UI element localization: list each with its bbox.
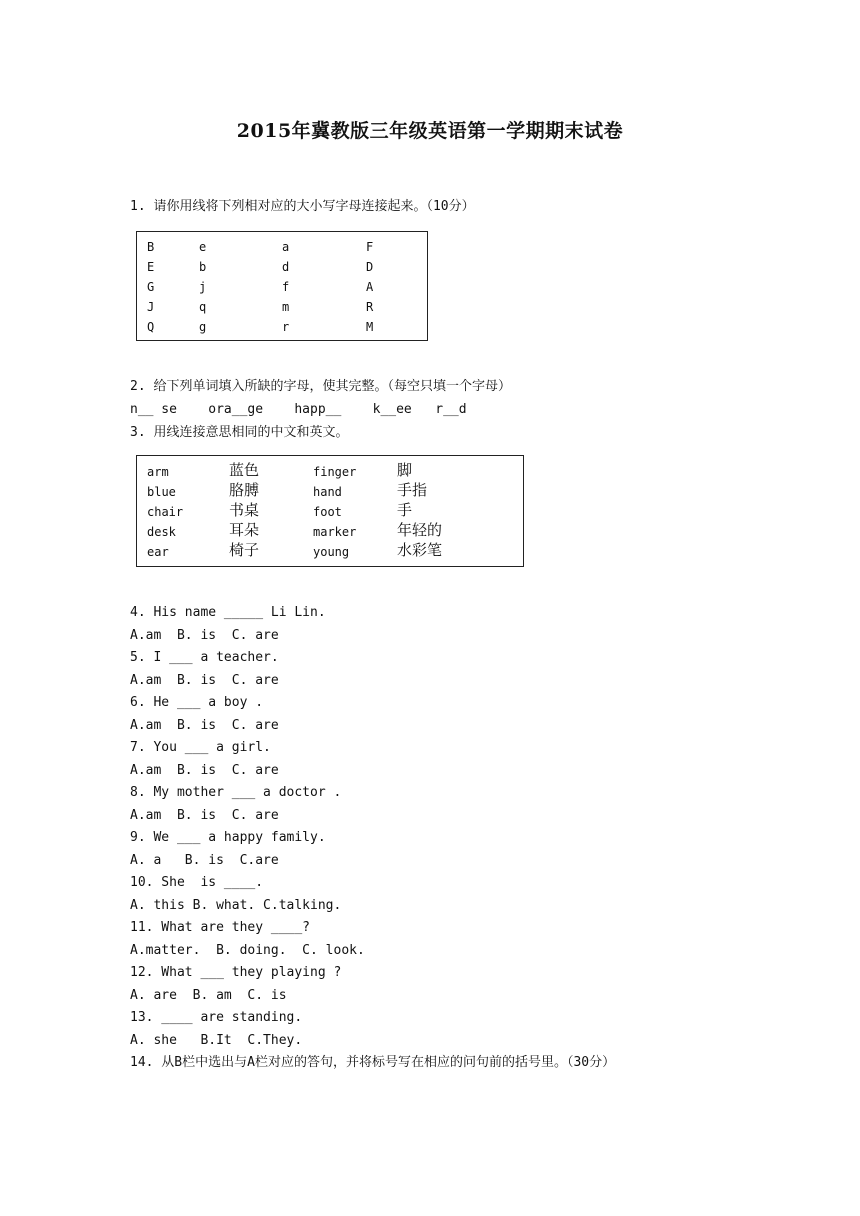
answer-options: A.am B. is C. are — [130, 673, 279, 688]
q1-letter-box — [136, 231, 428, 341]
answer-options: A. this B. what. C.talking. — [130, 898, 342, 913]
q1-cell: b — [199, 260, 207, 274]
q1-cell: G — [147, 280, 155, 294]
q1-prompt: 1. 请你用线将下列相对应的大小写字母连接起来。（10分） — [130, 199, 475, 214]
q1-cell: j — [199, 280, 207, 294]
answer-options: A. are B. am C. is — [130, 988, 287, 1003]
answer-options: A.am B. is C. are — [130, 808, 279, 823]
q1-cell: B — [147, 240, 155, 254]
q3-english-word: foot — [313, 505, 342, 519]
q1-cell: F — [366, 240, 374, 254]
answer-options: A.am B. is C. are — [130, 628, 279, 643]
answer-options: A.am B. is C. are — [130, 718, 279, 733]
question-line: 4. His name _____ Li Lin. — [130, 605, 326, 620]
q3-chinese-word: 脚 — [397, 461, 413, 479]
q3-english-word: chair — [147, 505, 184, 519]
q1-cell: A — [366, 280, 374, 294]
q2-words: n__ se ora__ge happ__ k__ee r__d — [130, 402, 467, 417]
q3-chinese-word: 胳膊 — [229, 481, 260, 499]
answer-options: A.matter. B. doing. C. look. — [130, 943, 365, 958]
q1-cell: a — [282, 240, 290, 254]
question-line: 10. She is ____. — [130, 875, 264, 890]
q1-cell: r — [282, 320, 290, 334]
q3-english-word: ear — [147, 545, 169, 559]
q3-chinese-word: 耳朵 — [229, 521, 260, 539]
page-title: 2015年冀教版三年级英语第一学期期末试卷 — [236, 120, 624, 142]
q3-chinese-word: 手指 — [397, 481, 428, 499]
q1-cell: J — [147, 300, 155, 314]
q3-english-word: marker — [313, 525, 357, 539]
q2-prompt: 2. 给下列单词填入所缺的字母，使其完整。（每空只填一个字母） — [130, 379, 511, 394]
question-line: 7. You ___ a girl. — [130, 740, 271, 755]
q3-english-word: finger — [313, 465, 357, 479]
question-line: 5. I ___ a teacher. — [130, 650, 279, 665]
q3-chinese-word: 手 — [397, 501, 413, 519]
question-line: 12. What ___ they playing ? — [130, 965, 342, 980]
q1-cell: M — [366, 320, 374, 334]
answer-options: A. she B.It C.They. — [130, 1033, 303, 1048]
q3-english-word: arm — [147, 465, 169, 479]
q3-english-word: desk — [147, 525, 176, 539]
question-line: 6. He ___ a boy . — [130, 695, 264, 710]
question-line: 11. What are they ____? — [130, 920, 311, 935]
q1-cell: m — [282, 300, 290, 314]
q1-cell: g — [199, 320, 207, 334]
q3-english-word: blue — [147, 485, 176, 499]
q3-chinese-word: 年轻的 — [397, 521, 443, 539]
q3-chinese-word: 水彩笔 — [397, 541, 443, 559]
q3-chinese-word: 蓝色 — [229, 461, 260, 479]
q3-chinese-word: 书桌 — [229, 501, 260, 519]
q3-english-word: young — [313, 545, 350, 559]
q1-cell: d — [282, 260, 290, 274]
q1-cell: D — [366, 260, 374, 274]
q3-matching-box — [136, 455, 524, 567]
q1-cell: R — [366, 300, 374, 314]
question-line: 13. ____ are standing. — [130, 1010, 303, 1025]
q3-chinese-word: 椅子 — [229, 541, 260, 559]
answer-options: A. a B. is C.are — [130, 853, 279, 868]
q1-cell: f — [282, 280, 290, 294]
q3-english-word: hand — [313, 485, 342, 499]
q1-cell: e — [199, 240, 207, 254]
question-line: 8. My mother ___ a doctor . — [130, 785, 342, 800]
question-line: 9. We ___ a happy family. — [130, 830, 326, 845]
q1-cell: q — [199, 300, 207, 314]
q1-cell: E — [147, 260, 155, 274]
q1-cell: Q — [147, 320, 155, 334]
answer-options: A.am B. is C. are — [130, 763, 279, 778]
question-line: 14. 从B栏中选出与A栏对应的答句，并将标号写在相应的问句前的括号里。（30分） — [130, 1055, 616, 1070]
q3-prompt: 3. 用线连接意思相同的中文和英文。 — [130, 425, 349, 440]
